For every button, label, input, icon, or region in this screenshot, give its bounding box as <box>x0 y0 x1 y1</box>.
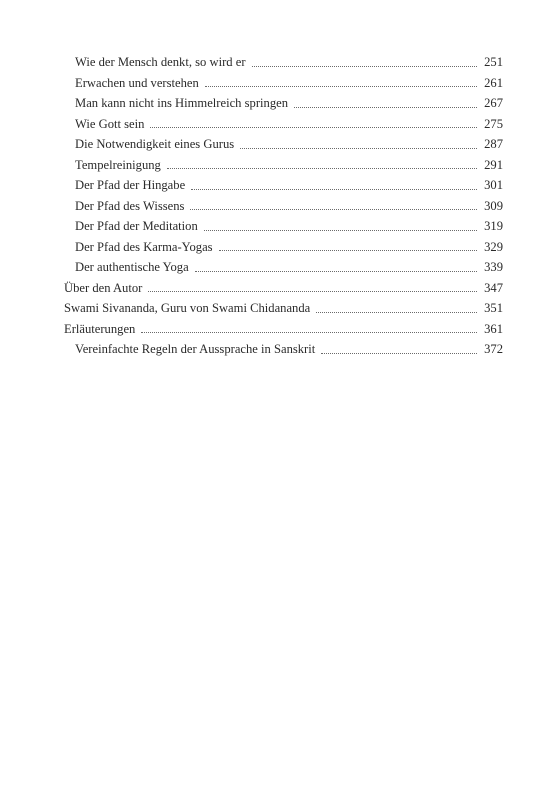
toc-entry-page: 351 <box>484 301 503 315</box>
toc-entry-title: Der Pfad des Karma-Yogas <box>75 239 213 254</box>
toc-entry-title: Wie Gott sein <box>75 116 145 131</box>
toc-entry-title: Erwachen und verstehen <box>75 75 199 90</box>
toc-dot-leader <box>190 209 477 210</box>
toc-entry-page: 301 <box>484 178 503 192</box>
toc-entry-title: Erläuterungen <box>64 321 136 336</box>
toc-entry-page: 372 <box>484 342 503 356</box>
toc-entry[interactable] <box>64 339 503 360</box>
toc-entry[interactable] <box>64 155 503 176</box>
toc-entry-page: 361 <box>484 321 503 336</box>
toc-entry-page: 251 <box>484 55 503 69</box>
toc-entry-page: 261 <box>484 75 503 90</box>
toc-entry-title: Der authentische Yoga <box>75 260 189 274</box>
toc-entry[interactable] <box>64 52 503 73</box>
toc-dot-leader <box>204 230 477 231</box>
toc-entry-page: 319 <box>484 219 503 233</box>
toc-entry[interactable] <box>64 134 503 155</box>
toc-entry[interactable] <box>64 196 503 217</box>
toc-dot-leader <box>219 250 477 251</box>
toc-entry-page: 287 <box>484 137 503 151</box>
toc-entry[interactable] <box>64 93 503 114</box>
toc-entry-page: 339 <box>484 260 503 274</box>
toc-dot-leader <box>167 168 477 169</box>
toc-dot-leader <box>240 148 477 149</box>
toc-dot-leader <box>150 127 477 128</box>
toc-entry[interactable] <box>64 216 503 237</box>
toc-entry-page: 291 <box>484 157 503 172</box>
toc-entry[interactable] <box>64 278 503 299</box>
toc-entry-title: Der Pfad der Hingabe <box>75 178 186 192</box>
table-of-contents <box>64 52 503 360</box>
toc-entry[interactable] <box>64 257 503 278</box>
toc-entry-page: 309 <box>484 198 503 213</box>
toc-entry-title: Der Pfad der Meditation <box>75 219 198 233</box>
toc-entry[interactable] <box>64 73 503 94</box>
toc-entry-title: Vereinfachte Regeln der Aussprache in Sanskrit <box>75 342 316 356</box>
toc-dot-leader <box>294 107 477 108</box>
toc-entry-page: 275 <box>484 116 503 131</box>
toc-entry-page: 267 <box>484 96 503 110</box>
toc-entry[interactable] <box>64 237 503 258</box>
toc-dot-leader <box>252 66 477 67</box>
toc-dot-leader <box>316 312 477 313</box>
toc-entry[interactable] <box>64 175 503 196</box>
toc-dot-leader <box>205 86 477 87</box>
toc-entry-title: Der Pfad des Wissens <box>75 198 185 213</box>
toc-entry-page: 347 <box>484 280 503 295</box>
toc-entry-title: Über den Autor <box>64 280 143 295</box>
toc-entry-title: Man kann nicht ins Himmelreich springen <box>75 96 288 110</box>
toc-entry-title: Wie der Mensch denkt, so wird er <box>75 55 246 69</box>
toc-dot-leader <box>148 291 477 292</box>
toc-entry-page: 329 <box>484 239 503 254</box>
toc-entry[interactable] <box>64 319 503 340</box>
toc-dot-leader <box>321 353 477 354</box>
toc-entry[interactable] <box>64 298 503 319</box>
toc-dot-leader <box>191 189 477 190</box>
toc-dot-leader <box>195 271 477 272</box>
toc-entry-title: Swami Sivananda, Guru von Swami Chidananda <box>64 301 311 315</box>
toc-entry[interactable] <box>64 114 503 135</box>
toc-dot-leader <box>141 332 477 333</box>
toc-entry-title: Die Notwendigkeit eines Gurus <box>75 137 235 151</box>
toc-entry-title: Tempelreinigung <box>75 157 161 172</box>
